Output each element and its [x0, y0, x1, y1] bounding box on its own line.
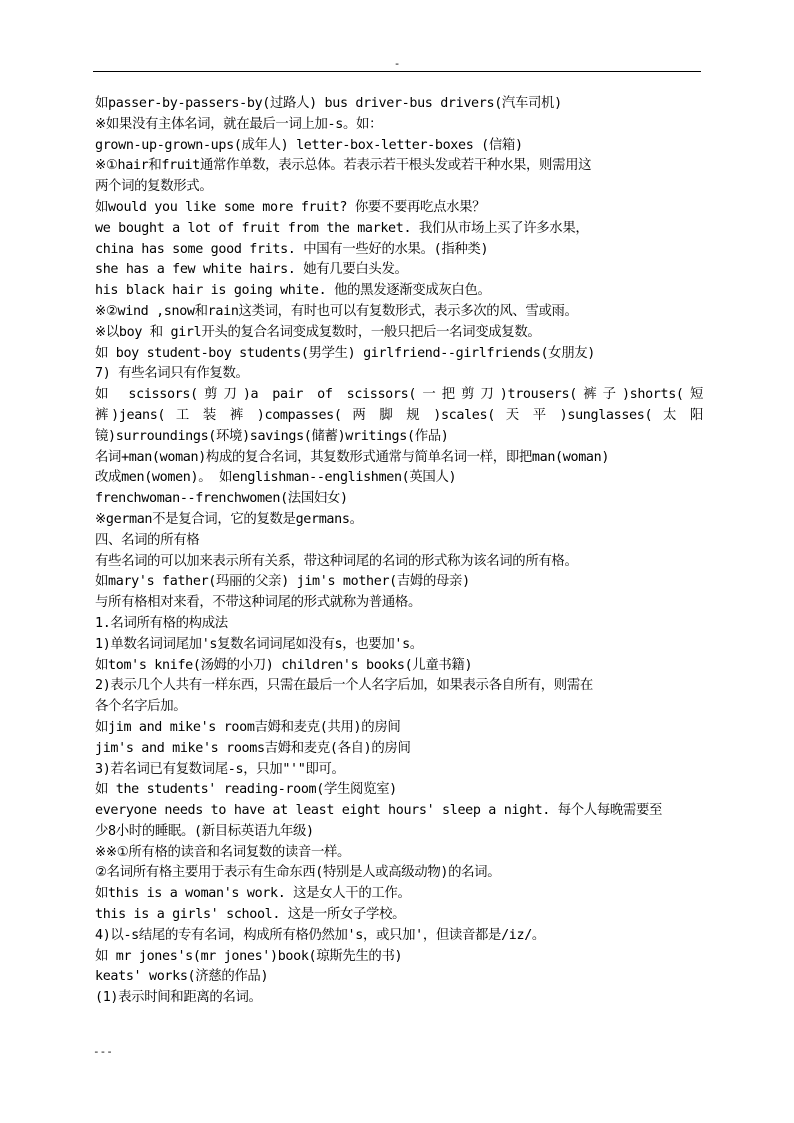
text-line: 裤)jeans( 工 装 裤 )compasses( 两 脚 规 )scales( 天 平 )sunglasses( 太 阳	[95, 407, 703, 423]
text-line: we bought a lot of fruit from the market. 我们从市场上买了许多水果，	[95, 220, 589, 236]
text-line: 两个词的复数形式。	[95, 179, 213, 195]
text-line: 如tom's knife(汤姆的小刀) children's books(儿童书籍)	[95, 657, 473, 673]
text-line: ※※①所有格的读音和名词复数的读音一样。	[95, 844, 351, 860]
text-line: 3)若名词已有复数词尾-s，只加"'"即可。	[95, 761, 345, 777]
text-line: 改成men(women)。 如englishman--englishmen(英国人)	[95, 470, 457, 486]
subsection-heading: 1.名词所有格的构成法	[95, 615, 228, 631]
text-line: (1)表示时间和距离的名词。	[95, 990, 262, 1006]
text-line: 各个名字后加。	[95, 699, 187, 715]
text-line: ※如果没有主体名词，就在最后一词上加-s。如：	[95, 116, 383, 132]
text-line: 1)单数名词词尾加's复数名词词尾如没有s，也要加's。	[95, 636, 423, 652]
text-line: 如mary's father(玛丽的父亲) jim's mother(吉姆的母亲)	[95, 574, 470, 590]
text-line: everyone needs to have at least eight hours' sleep a night. 每个人每晚需要至	[95, 803, 663, 819]
text-line: 如 the students' reading-room(学生阅览室)	[95, 782, 397, 798]
text-line: this is a girls' school. 这是一所女子学校。	[95, 907, 406, 923]
text-line: ※以boy 和 girl开头的复合名词变成复数时，一般只把后一名词变成复数。	[95, 324, 541, 340]
text-line: 如jim and mike's room吉姆和麦克(共用)的房间	[95, 719, 401, 735]
text-line: 名词+man(woman)构成的复合名词，其复数形式通常与简单名词一样，即把man(woman)	[95, 449, 610, 465]
text-line: his black hair is going white. 他的黑发逐渐变成灰白色。	[95, 283, 491, 299]
text-line: 如 boy student-boy students(男学生) girlfriend--girlfriends(女朋友)	[95, 345, 596, 361]
text-line: keats' works(济慈的作品)	[95, 969, 269, 985]
text-line: grown-up-grown-ups(成年人) letter-box-letter-boxes (信箱)	[95, 137, 523, 153]
text-line: 4)以-s结尾的专有名词，构成所有格仍然加's，或只加'，但读音都是/iz/。	[95, 927, 545, 943]
text-line: 7) 有些名词只有作复数。	[95, 366, 249, 382]
text-line: 与所有格相对来看，不带这种词尾的形式就称为普通格。	[95, 595, 422, 611]
header-rule	[93, 71, 701, 72]
text-line: ※①hair和fruit通常作单数，表示总体。若表示若干根头发或若干种水果，则需用这	[95, 158, 592, 174]
text-line: 如 mr jones's(mr jones')book(琼斯先生的书)	[95, 948, 403, 964]
text-line: ②名词所有格主要用于表示有生命东西(特别是人或高级动物)的名词。	[95, 865, 501, 881]
text-line: 2)表示几个人共有一样东西，只需在最后一个人名字后加，如果表示各自所有，则需在	[95, 678, 593, 694]
text-line: jim's and mike's rooms吉姆和麦克(各自)的房间	[95, 740, 411, 756]
document-body	[95, 94, 703, 1009]
text-line: ※②wind ,snow和rain这类词，有时也可以有复数形式，表示多次的风、雪或雨。	[95, 303, 578, 319]
section-heading: 四、名词的所有格	[95, 532, 200, 548]
text-line: china has some good frits. 中国有一些好的水果。(指种类)	[95, 241, 489, 257]
header-mark: -	[393, 57, 401, 70]
text-line: 如this is a woman's work. 这是女人干的工作。	[95, 886, 411, 902]
footer-mark: ---	[93, 1045, 113, 1058]
text-line: she has a few white hairs. 她有几要白头发。	[95, 262, 408, 278]
text-line: 有些名词的可以加来表示所有关系，带这种词尾的名词的形式称为该名词的所有格。	[95, 553, 578, 569]
text-line: 少8小时的睡眠。(新目标英语九年级)	[95, 823, 314, 839]
text-line: frenchwoman--frenchwomen(法国妇女)	[95, 491, 348, 507]
text-line: ※german不是复合词，它的复数是germans。	[95, 511, 363, 527]
text-line: 如 scissors(剪刀)a pair of scissors(一把剪刀)trousers(裤子)shorts(短	[95, 387, 703, 403]
text-line: 如passer-by-passers-by(过路人) bus driver-bus drivers(汽车司机)	[95, 96, 562, 111]
text-line: 镜)surroundings(环境)savings(储蓄)writings(作品)	[95, 428, 449, 444]
text-line: 如would you like some more fruit? 你要不要再吃点水果？	[95, 199, 486, 215]
